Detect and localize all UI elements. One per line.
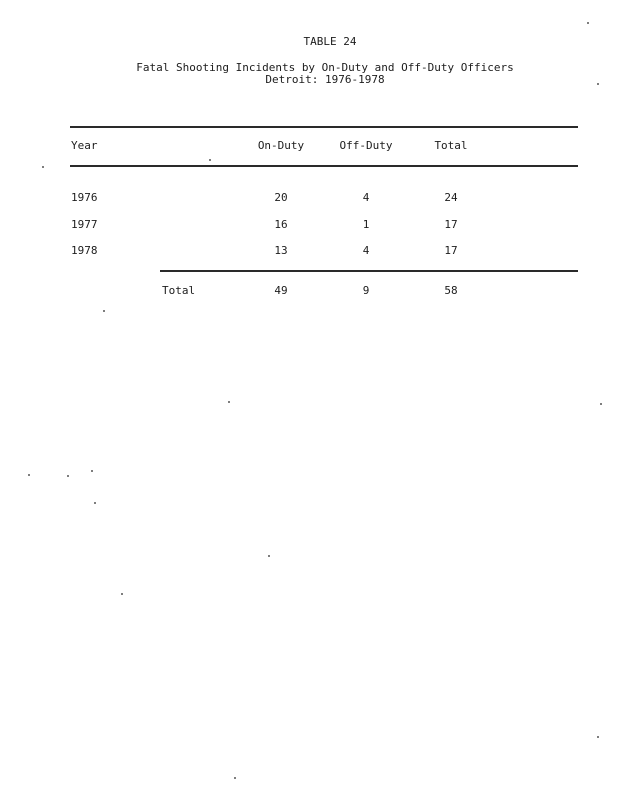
scan-speck [268, 555, 270, 557]
cell-total: 17 [444, 244, 458, 257]
scan-speck [42, 166, 44, 168]
column-header-off-duty: Off-Duty [339, 139, 393, 152]
table-subtitle: Detroit: 1976-1978 [265, 73, 385, 86]
cell-on-duty: 16 [274, 218, 288, 231]
table-title: Fatal Shooting Incidents by On-Duty and Off-Duty Officers [136, 61, 514, 74]
cell-total: 17 [444, 218, 458, 231]
column-header-on-duty: On-Duty [257, 139, 305, 152]
scan-speck [587, 22, 589, 24]
scan-speck [28, 474, 30, 476]
table-top-rule [70, 126, 578, 128]
table-label: TABLE 24 [303, 35, 357, 48]
scan-speck [597, 83, 599, 85]
scan-speck [94, 502, 96, 504]
totals-total: 58 [444, 284, 458, 297]
scan-speck [121, 593, 123, 595]
cell-total: 24 [444, 191, 458, 204]
scan-speck [91, 470, 93, 472]
column-header-year: Year [71, 139, 98, 152]
table-total-rule [160, 270, 578, 272]
totals-on-duty: 49 [274, 284, 288, 297]
scan-speck [597, 736, 599, 738]
cell-year: 1977 [71, 218, 98, 231]
scan-speck [228, 401, 230, 403]
cell-year: 1978 [71, 244, 98, 257]
column-header-total: Total [434, 139, 468, 152]
scan-speck [209, 159, 211, 161]
scan-speck [600, 403, 602, 405]
scan-speck [67, 475, 69, 477]
cell-on-duty: 20 [274, 191, 288, 204]
totals-off-duty: 9 [362, 284, 370, 297]
cell-off-duty: 4 [362, 244, 370, 257]
scan-speck [103, 310, 105, 312]
cell-off-duty: 1 [362, 218, 370, 231]
cell-year: 1976 [71, 191, 98, 204]
scan-speck [234, 777, 236, 779]
table-header-rule [70, 165, 578, 167]
cell-off-duty: 4 [362, 191, 370, 204]
totals-label: Total [162, 284, 196, 297]
cell-on-duty: 13 [274, 244, 288, 257]
